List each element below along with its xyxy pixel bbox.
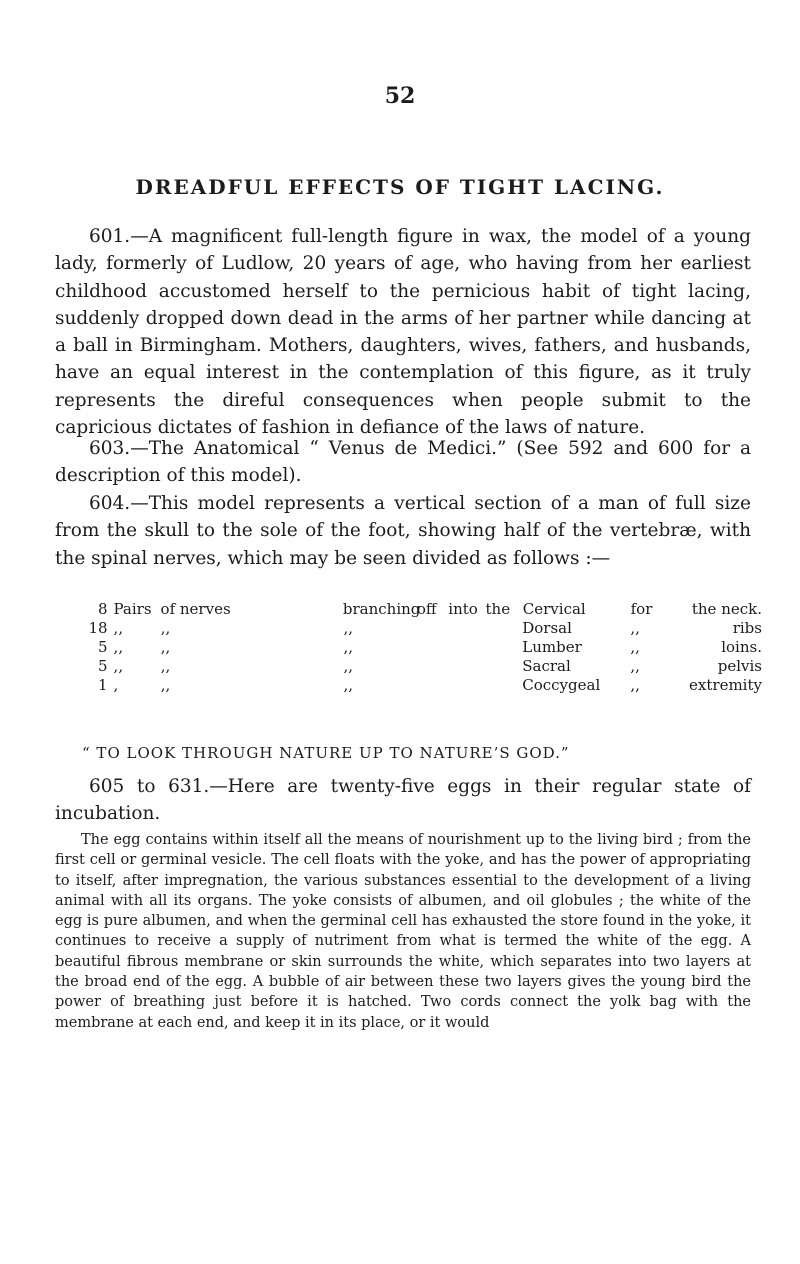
nerve-branching: ,, xyxy=(343,657,353,675)
nerve-off xyxy=(416,619,447,638)
paragraph-601 xyxy=(55,223,751,441)
nerve-row-dorsal xyxy=(82,619,762,638)
nerve-into: into xyxy=(448,600,478,618)
paragraph-601-text: 601.—A magnificent full-length figure in wax, the model of a young lady, formerly of Ludlow, 20 years of age, who having from her earliest childhood accustomed herself to the pernicious habit of tight lacing, suddenly dropped down dead in the arms of her partner while dancing at a ball in Birmingham. Mothers, daughters, wives, fathers, and husbands, have an equal interest in the contemplation of this figure, as it truly represents the direful consequences when people submit to the capricious dictates of fashion in defiance of the laws of nature. xyxy=(55,226,751,439)
nerve-table xyxy=(82,600,762,695)
nerve-count: 5 xyxy=(98,657,108,675)
nerve-branching: ,, xyxy=(343,638,353,656)
nerve-the: the xyxy=(485,600,511,618)
paragraph-604 xyxy=(55,490,751,572)
nerve-count: 1 xyxy=(98,676,108,694)
nerve-the xyxy=(485,638,522,657)
nerve-the xyxy=(485,619,522,638)
page-heading: DREADFUL EFFECTS OF TIGHT LACING. xyxy=(135,175,665,199)
motto: “ TO LOOK THROUGH NATURE UP TO NATURE’S GOD.” xyxy=(82,744,570,762)
paragraph-605 xyxy=(55,773,751,828)
nerve-region: Sacral xyxy=(522,657,571,675)
nerve-into xyxy=(448,619,485,638)
nerve-target: ribs xyxy=(732,619,762,637)
nerve-into xyxy=(448,638,485,657)
nerve-branching: ,, xyxy=(343,676,353,694)
nerve-row-coccygeal xyxy=(82,676,762,695)
nerve-for: ,, xyxy=(630,676,640,694)
nerve-off: off xyxy=(416,600,437,618)
nerve-the xyxy=(485,676,522,695)
paragraph-604-text: 604.—This model represents a vertical section of a man of full size from the skull to the sole of the foot, showing half of the vertebræ, with the spinal nerves, which may be seen divided as follows :— xyxy=(55,493,751,569)
paragraph-605-text: 605 to 631.—Here are twenty-five eggs in their regular state of incubation. xyxy=(55,776,751,825)
nerve-pairs: ,, xyxy=(113,638,124,656)
nerve-branching: branching xyxy=(342,600,421,618)
nerve-into xyxy=(448,676,485,695)
nerve-of-nerves: ,, xyxy=(160,676,171,694)
nerve-pairs: , xyxy=(113,676,119,694)
nerve-the xyxy=(485,657,522,676)
nerve-region: Lumber xyxy=(522,638,582,656)
nerve-into xyxy=(448,657,485,676)
nerve-of-nerves: ,, xyxy=(160,619,171,637)
nerve-for: ,, xyxy=(630,619,640,637)
nerve-of-nerves: ,, xyxy=(160,657,171,675)
nerve-target: extremity xyxy=(689,676,762,694)
nerve-of-nerves: ,, xyxy=(160,638,171,656)
nerve-pairs: Pairs xyxy=(113,600,152,618)
nerve-for: ,, xyxy=(630,638,640,656)
paragraph-603-text: 603.—The Anatomical “ Venus de Medici.” (See 592 and 600 for a description of this model). xyxy=(55,438,751,487)
nerve-region: Coccygeal xyxy=(522,676,601,694)
nerve-row-sacral xyxy=(82,657,762,676)
nerve-target: the neck. xyxy=(691,600,762,618)
nerve-count: 5 xyxy=(98,638,108,656)
paragraph-603 xyxy=(55,435,751,490)
nerve-for: ,, xyxy=(630,657,640,675)
nerve-pairs: ,, xyxy=(113,657,124,675)
nerve-target: pelvis xyxy=(717,657,762,675)
nerve-branching: ,, xyxy=(343,619,353,637)
nerve-region: Dorsal xyxy=(522,619,572,637)
egg-description xyxy=(55,830,751,1033)
egg-description-text: The egg contains within itself all the means of nourishment up to the living bird ; from the first cell or germinal vesicle. The cell floats with the yoke, and has the power of appropriating to itself, after impregnation, the various substances essential to the development of a living animal with all its organs. The yoke consists of albumen, and oil globules ; the white of the egg is pure albumen, and when the germinal cell has exhausted the store found in the yoke, it continues to receive a supply of nutriment from what is termed the white of the egg. A beautiful fibrous membrane or skin surrounds the white, which separates into two layers at the broad end of the egg. A bubble of air between these two layers gives the young bird the power of breathing just before it is hatched. Two cords connect the yolk bag with the membrane at each end, and keep it in its place, or it would xyxy=(55,832,751,1031)
nerve-off xyxy=(416,676,447,695)
nerve-pairs: ,, xyxy=(113,619,124,637)
nerve-row-lumber xyxy=(82,638,762,657)
nerve-count: 18 xyxy=(88,619,108,637)
nerve-count: 8 xyxy=(97,600,108,618)
nerve-for: for xyxy=(630,600,653,618)
nerve-row-cervical xyxy=(82,600,762,619)
nerve-off xyxy=(416,638,447,657)
nerve-off xyxy=(416,657,447,676)
nerve-target: loins. xyxy=(721,638,762,656)
nerve-of-nerves: of nerves xyxy=(160,600,231,618)
nerve-region: Cervical xyxy=(522,600,586,618)
page-number: 52 xyxy=(384,83,416,109)
